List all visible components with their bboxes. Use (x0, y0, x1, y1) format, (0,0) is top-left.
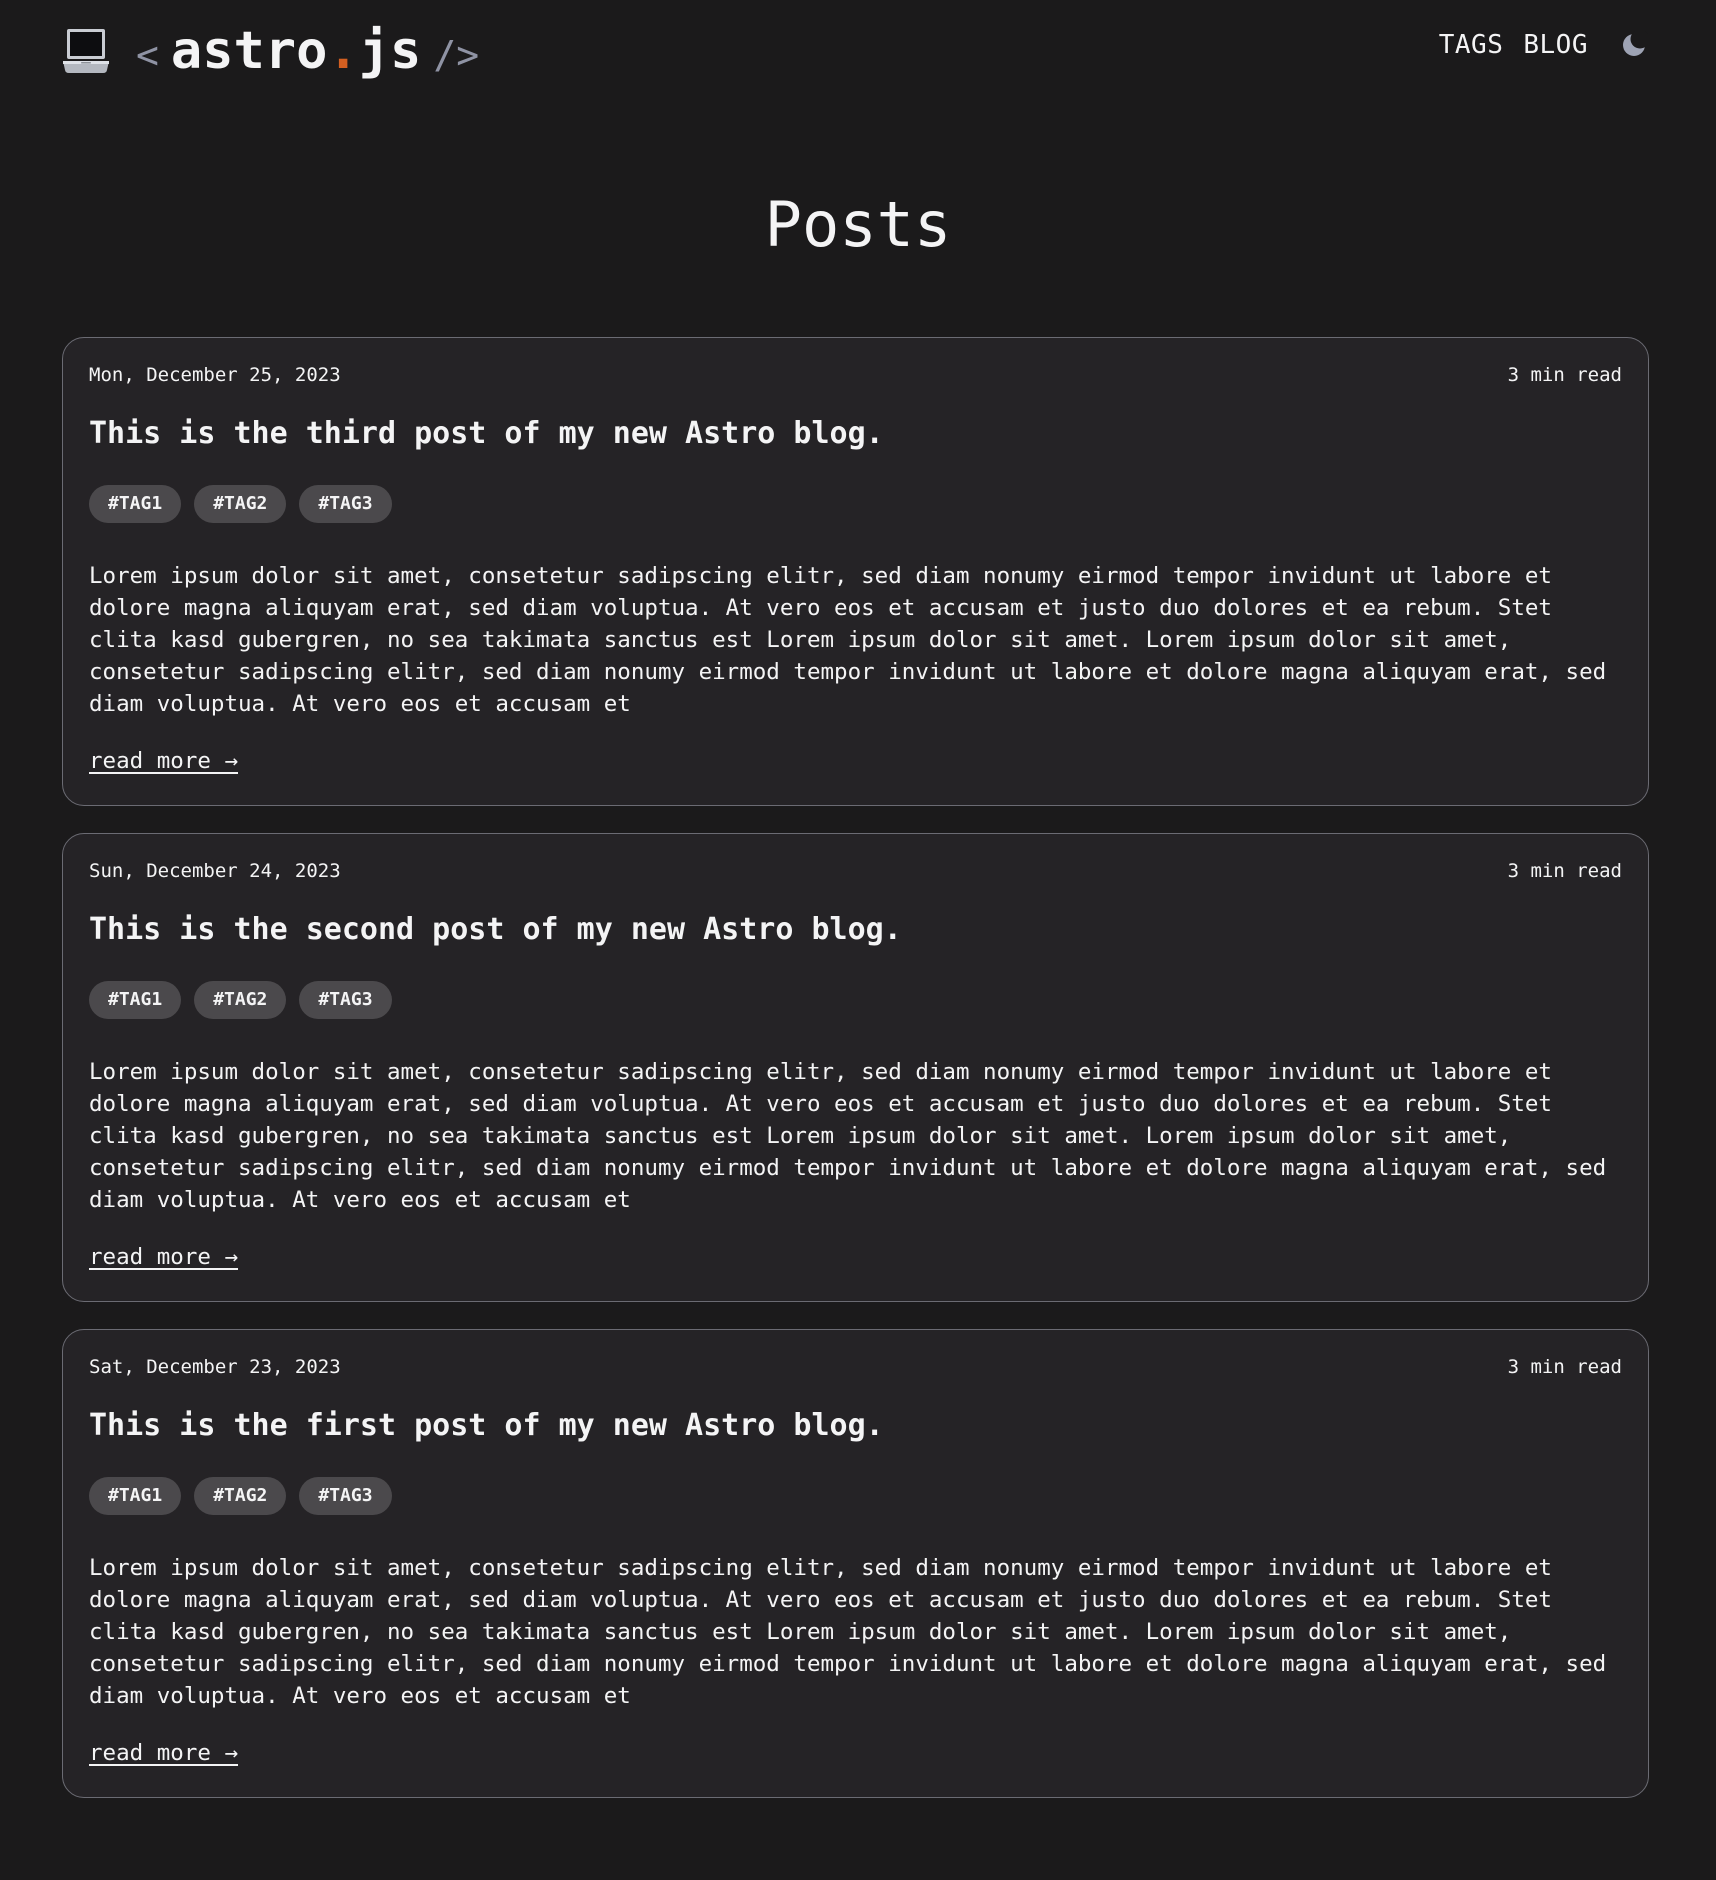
logo-open-bracket: < (136, 33, 159, 77)
post-title[interactable]: This is the first post of my new Astro blog. (89, 1408, 884, 1443)
logo-name-part2: js (358, 21, 422, 81)
main-nav (1419, 30, 1648, 60)
post-card (62, 337, 1649, 806)
posts-list (62, 337, 1649, 1825)
read-more-link[interactable]: read more → (89, 748, 239, 774)
post-tags (89, 981, 405, 1019)
post-date: Mon, December 25, 2023 (89, 364, 341, 386)
post-title[interactable]: This is the third post of my new Astro blog. (89, 416, 884, 451)
page-title: Posts (764, 188, 952, 261)
nav-link-tags[interactable]: TAGS (1438, 30, 1504, 60)
logo-name-part1: astro (170, 21, 328, 81)
logo-dot: . (327, 21, 359, 81)
logo-close-bracket: /> (433, 33, 480, 77)
read-more-link[interactable]: read more → (89, 1244, 239, 1270)
read-more-link[interactable]: read more → (89, 1740, 239, 1766)
site-logo (136, 21, 479, 81)
tag-chip[interactable]: #TAG1 (89, 981, 181, 1019)
post-title[interactable]: This is the second post of my new Astro blog. (89, 912, 902, 947)
logo-name (171, 21, 421, 81)
post-date: Sat, December 23, 2023 (89, 1356, 341, 1378)
post-read-time: 3 min read (1507, 860, 1622, 882)
post-excerpt: Lorem ipsum dolor sit amet, consetetur sadipscing elitr, sed diam nonumy eirmod tempor invidunt ut labore et dolore magna aliquyam erat, sed diam voluptua. At vero eos et accusam et justo duo dolores et ea rebum. Stet clita kasd gubergren, no sea takimata sanctus est Lorem ipsum dolor sit amet. Lorem ipsum dolor sit amet, consetetur sadipscing elitr, sed diam nonumy eirmod tempor invidunt ut labore et dolore magna aliquyam erat, sed diam voluptua. At vero eos et accusam et (89, 1555, 1607, 1709)
tag-chip[interactable]: #TAG2 (194, 1477, 286, 1515)
tag-chip[interactable]: #TAG2 (194, 485, 286, 523)
post-date: Sun, December 24, 2023 (89, 860, 341, 882)
post-tags (89, 485, 405, 523)
post-card (62, 1329, 1649, 1798)
tag-chip[interactable]: #TAG3 (299, 485, 391, 523)
tag-chip[interactable]: #TAG2 (194, 981, 286, 1019)
tag-chip[interactable]: #TAG1 (89, 1477, 181, 1515)
moon-icon[interactable] (1620, 31, 1648, 59)
tag-chip[interactable]: #TAG1 (89, 485, 181, 523)
tag-chip[interactable]: #TAG3 (299, 981, 391, 1019)
post-excerpt: Lorem ipsum dolor sit amet, consetetur sadipscing elitr, sed diam nonumy eirmod tempor invidunt ut labore et dolore magna aliquyam erat, sed diam voluptua. At vero eos et accusam et justo duo dolores et ea rebum. Stet clita kasd gubergren, no sea takimata sanctus est Lorem ipsum dolor sit amet. Lorem ipsum dolor sit amet, consetetur sadipscing elitr, sed diam nonumy eirmod tempor invidunt ut labore et dolore magna aliquyam erat, sed diam voluptua. At vero eos et accusam et (89, 1059, 1607, 1213)
site-header (0, 0, 1716, 100)
tag-chip[interactable]: #TAG3 (299, 1477, 391, 1515)
post-card (62, 833, 1649, 1302)
post-read-time: 3 min read (1507, 364, 1622, 386)
brand[interactable] (62, 20, 479, 82)
laptop-icon (62, 28, 110, 74)
post-tags (89, 1477, 405, 1515)
post-read-time: 3 min read (1507, 1356, 1622, 1378)
nav-link-blog[interactable]: BLOG (1523, 30, 1588, 60)
post-excerpt: Lorem ipsum dolor sit amet, consetetur sadipscing elitr, sed diam nonumy eirmod tempor invidunt ut labore et dolore magna aliquyam erat, sed diam voluptua. At vero eos et accusam et justo duo dolores et ea rebum. Stet clita kasd gubergren, no sea takimata sanctus est Lorem ipsum dolor sit amet. Lorem ipsum dolor sit amet, consetetur sadipscing elitr, sed diam nonumy eirmod tempor invidunt ut labore et dolore magna aliquyam erat, sed diam voluptua. At vero eos et accusam et (89, 563, 1607, 717)
